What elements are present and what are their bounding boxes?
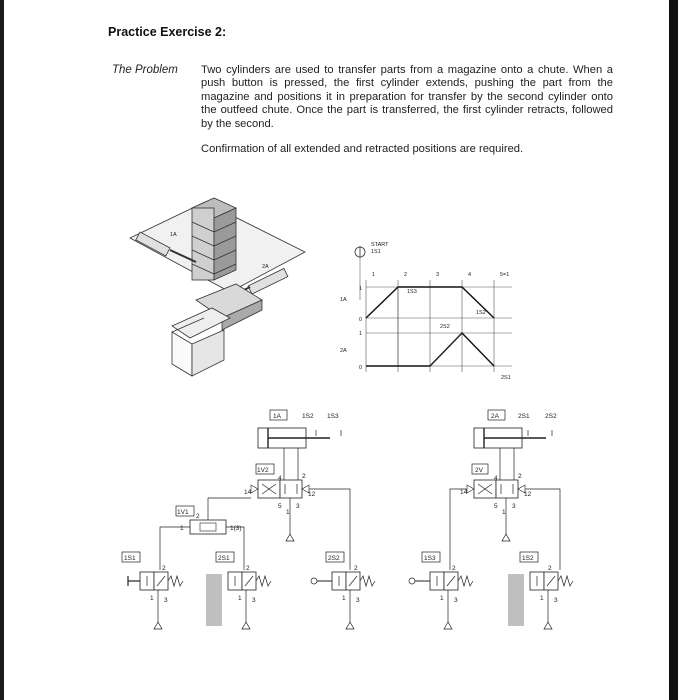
problem-label: The Problem: [112, 64, 178, 76]
signal-valve-1s1: [122, 552, 183, 629]
and-valve-1v1: [176, 498, 251, 534]
valve1-port1: 1: [286, 509, 290, 516]
and-valve-port2: 2: [196, 513, 200, 520]
valve2-port5: 5: [494, 503, 498, 510]
valve2-port1: 1: [502, 509, 506, 516]
valve1-port2: 2: [302, 473, 306, 480]
sv4-port1: 1: [440, 595, 444, 602]
cyl2-name: 2A: [491, 413, 499, 420]
cyl1-sensor-b: 1S3: [327, 413, 339, 420]
start-sensor-label: 1S1: [371, 249, 381, 255]
dsd-sensor-1s3: 1S3: [407, 289, 417, 295]
iso-label-1a: 1A: [170, 232, 177, 238]
valve1-port5: 5: [278, 503, 282, 510]
sv3-port1: 1: [342, 595, 346, 602]
cyl1-name: 1A: [273, 413, 281, 420]
and-valve-name: 1V1: [177, 509, 189, 516]
signal-valve-1s2: [508, 552, 573, 629]
cyl1-sensor-a: 1S2: [302, 413, 314, 420]
cyl2-sensor-b: 2S2: [545, 413, 557, 420]
and-valve-port1: 1: [180, 525, 184, 532]
valve-2v: [460, 448, 532, 541]
sv5-port2: 2: [548, 565, 552, 572]
step-4: 4: [468, 272, 472, 278]
row-2a-bottom: 0: [359, 365, 363, 371]
exercise-heading: Practice Exercise 2:: [108, 25, 227, 39]
sv3-port2: 2: [354, 565, 358, 572]
confirmation-requirement: Confirmation of all extended and retracted positions are required.: [201, 143, 524, 155]
sv4-name: 1S3: [424, 555, 436, 562]
sv2-port2: 2: [246, 565, 250, 572]
sv1-port3: 3: [164, 597, 168, 604]
sv1-name: 1S1: [124, 555, 136, 562]
cam-stop-block-2: [508, 574, 524, 626]
and-valve-port1-3: 1(3): [230, 525, 242, 532]
valve1-name: 1V2: [257, 467, 269, 474]
signal-valve-2s2: [311, 552, 375, 629]
valve2-port14: 14: [460, 489, 468, 496]
dsd-sensor-2s1: 2S1: [501, 375, 511, 381]
row-1a-bottom: 0: [359, 317, 363, 323]
valve1-port4: 4: [278, 475, 282, 482]
row-2a-top: 1: [359, 331, 363, 337]
sv1-port2: 2: [162, 565, 166, 572]
valve1-port3: 3: [296, 503, 300, 510]
valve2-port2: 2: [518, 473, 522, 480]
sv3-port3: 3: [356, 597, 360, 604]
cylinder-2a: [474, 410, 557, 448]
sv1-port1: 1: [150, 595, 154, 602]
row-2a-label: 2A: [340, 348, 347, 354]
signal-valve-1s3: [409, 552, 473, 629]
sv5-name: 1S2: [522, 555, 534, 562]
sv4-port2: 2: [452, 565, 456, 572]
problem-description: Two cylinders are used to transfer parts from a magazine onto a chute. When a push button is pressed, the first cylinder extends, pushing the part from the magazine and positions it in preparation for transfer by the second cylinder onto the outfeed chute. Once the part is transferred, the first cylinder retracts, followed by the second.: [201, 64, 613, 130]
iso-label-2a: 2A: [262, 264, 269, 270]
start-label: START: [371, 242, 389, 248]
step-3: 3: [436, 272, 440, 278]
sv3-name: 2S2: [328, 555, 340, 562]
isometric-machine-sketch: [130, 198, 305, 376]
row-1a-label: 1A: [340, 297, 347, 303]
sv2-port1: 1: [238, 595, 242, 602]
pneumatic-circuit: [122, 410, 573, 629]
valve2-port3: 3: [512, 503, 516, 510]
step-2: 2: [404, 272, 408, 278]
dsd-sensor-1s2: 1S2: [476, 310, 486, 316]
row-1a-top: 1: [359, 286, 363, 292]
sv4-port3: 3: [454, 597, 458, 604]
step-1: 1: [372, 272, 376, 278]
cylinder-1a: [258, 410, 341, 448]
signal-valve-2s1: [206, 552, 271, 629]
valve1-port12: 12: [308, 491, 316, 498]
dsd-sensor-2s2: 2S2: [440, 324, 450, 330]
step-5: 5=1: [500, 272, 510, 278]
valve2-port12: 12: [524, 491, 532, 498]
valve-1v2: [244, 448, 316, 541]
cyl2-sensor-a: 2S1: [518, 413, 530, 420]
sv5-port1: 1: [540, 595, 544, 602]
sv5-port3: 3: [554, 597, 558, 604]
valve2-port4: 4: [494, 475, 498, 482]
sv2-name: 2S1: [218, 555, 230, 562]
cam-stop-block: [206, 574, 222, 626]
sv2-port3: 3: [252, 597, 256, 604]
displacement-step-diagram: [340, 242, 512, 381]
valve1-port14: 14: [244, 489, 252, 496]
valve2-name: 2V: [475, 467, 483, 474]
